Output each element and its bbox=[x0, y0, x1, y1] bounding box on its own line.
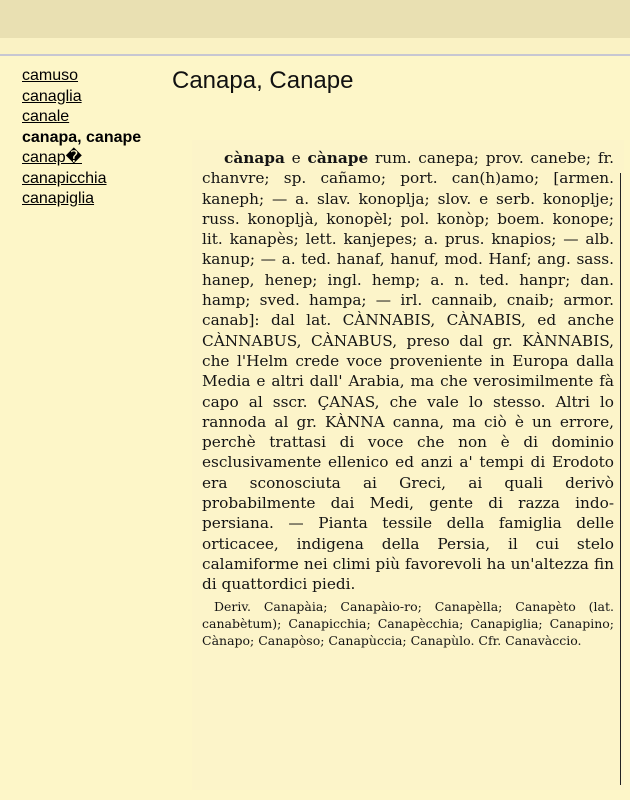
nav-link-camuso[interactable]: camuso bbox=[22, 67, 79, 84]
dictionary-scan bbox=[192, 140, 624, 790]
top-toolbar bbox=[0, 0, 630, 39]
nav-link-canaglia[interactable]: canaglia bbox=[22, 87, 82, 105]
column-rule bbox=[620, 173, 621, 785]
nav-link-canapo[interactable]: canap� bbox=[22, 149, 82, 166]
headword-conjunction: e bbox=[291, 149, 301, 167]
nav-link-canapiglia[interactable]: canapiglia bbox=[22, 190, 95, 207]
derivatives: Deriv. Canapàia; Canapàio-ro; Canapèlla; Canapèto (lat. canabètum); Canapicchia; Canapècchia; Canapiglia; Canapino; Cànapo; Canapòso; Canapùccia; Canapùlo. Cfr. Canavàccio. bbox=[202, 598, 614, 648]
nav-link-canapicchia[interactable]: canapicchia bbox=[22, 169, 107, 187]
headword: cànapa bbox=[224, 149, 285, 167]
nav-link-canale[interactable]: canale bbox=[22, 108, 70, 125]
entry-paragraph bbox=[202, 148, 614, 595]
headword-variant: cànape bbox=[307, 149, 369, 167]
entry-body: rum. canepa; prov. canebe; fr. chanvre; sp. cañamo; port. can(h)amo; [armen. kaneph; — a. slav. konoplja; slov. e serb. konoplje; russ. konopljà, konopèl; pol. konòp; boem. konope; lit. kanapès; lett. kanjepes; a. prus. knapios; — alb. kanup; — a. ted. hanaf, hanuf, mod. Hanf; ang. sass. hanep, henep; ingl. hemp; a. n. ted. hanpr; dan. hamp; sved. hampa; — irl. cannaib, cnaib; armor. canab]: dal lat. CÀNNABIS, CÀNABIS, ed anche CÀNNABUS, CÀNABUS, preso dal gr. KÀNNABIS, che l'Helm crede voce proveniente in Europa dalla Media e altri dall' Arabia, ma che verosimilmente fà capo al sscr. ÇANAS, che vale lo stesso. Altri lo rannoda al gr. KÀNNA canna, ma ciò è un errore, perchè trattasi di voce che non è di dominio esclusivamente ellenico ed anzi a' tempi di Erodoto era sconosciuta ai Greci, ai quali derivò probabilmente dai Medi, gente di razza indo-persiana. — Pianta tessile della famiglia delle orticacee, indigena della Persia, il cui stelo calamiforme nei climi più favorevoli ha un'altezza fin di quattordici piedi. bbox=[202, 149, 614, 594]
page-title: Canapa, Canape bbox=[172, 67, 354, 94]
dictionary-entry bbox=[202, 148, 614, 649]
word-navigation bbox=[22, 66, 172, 210]
nav-current-canapa: canapa, canape bbox=[22, 128, 142, 146]
top-divider bbox=[0, 38, 630, 56]
